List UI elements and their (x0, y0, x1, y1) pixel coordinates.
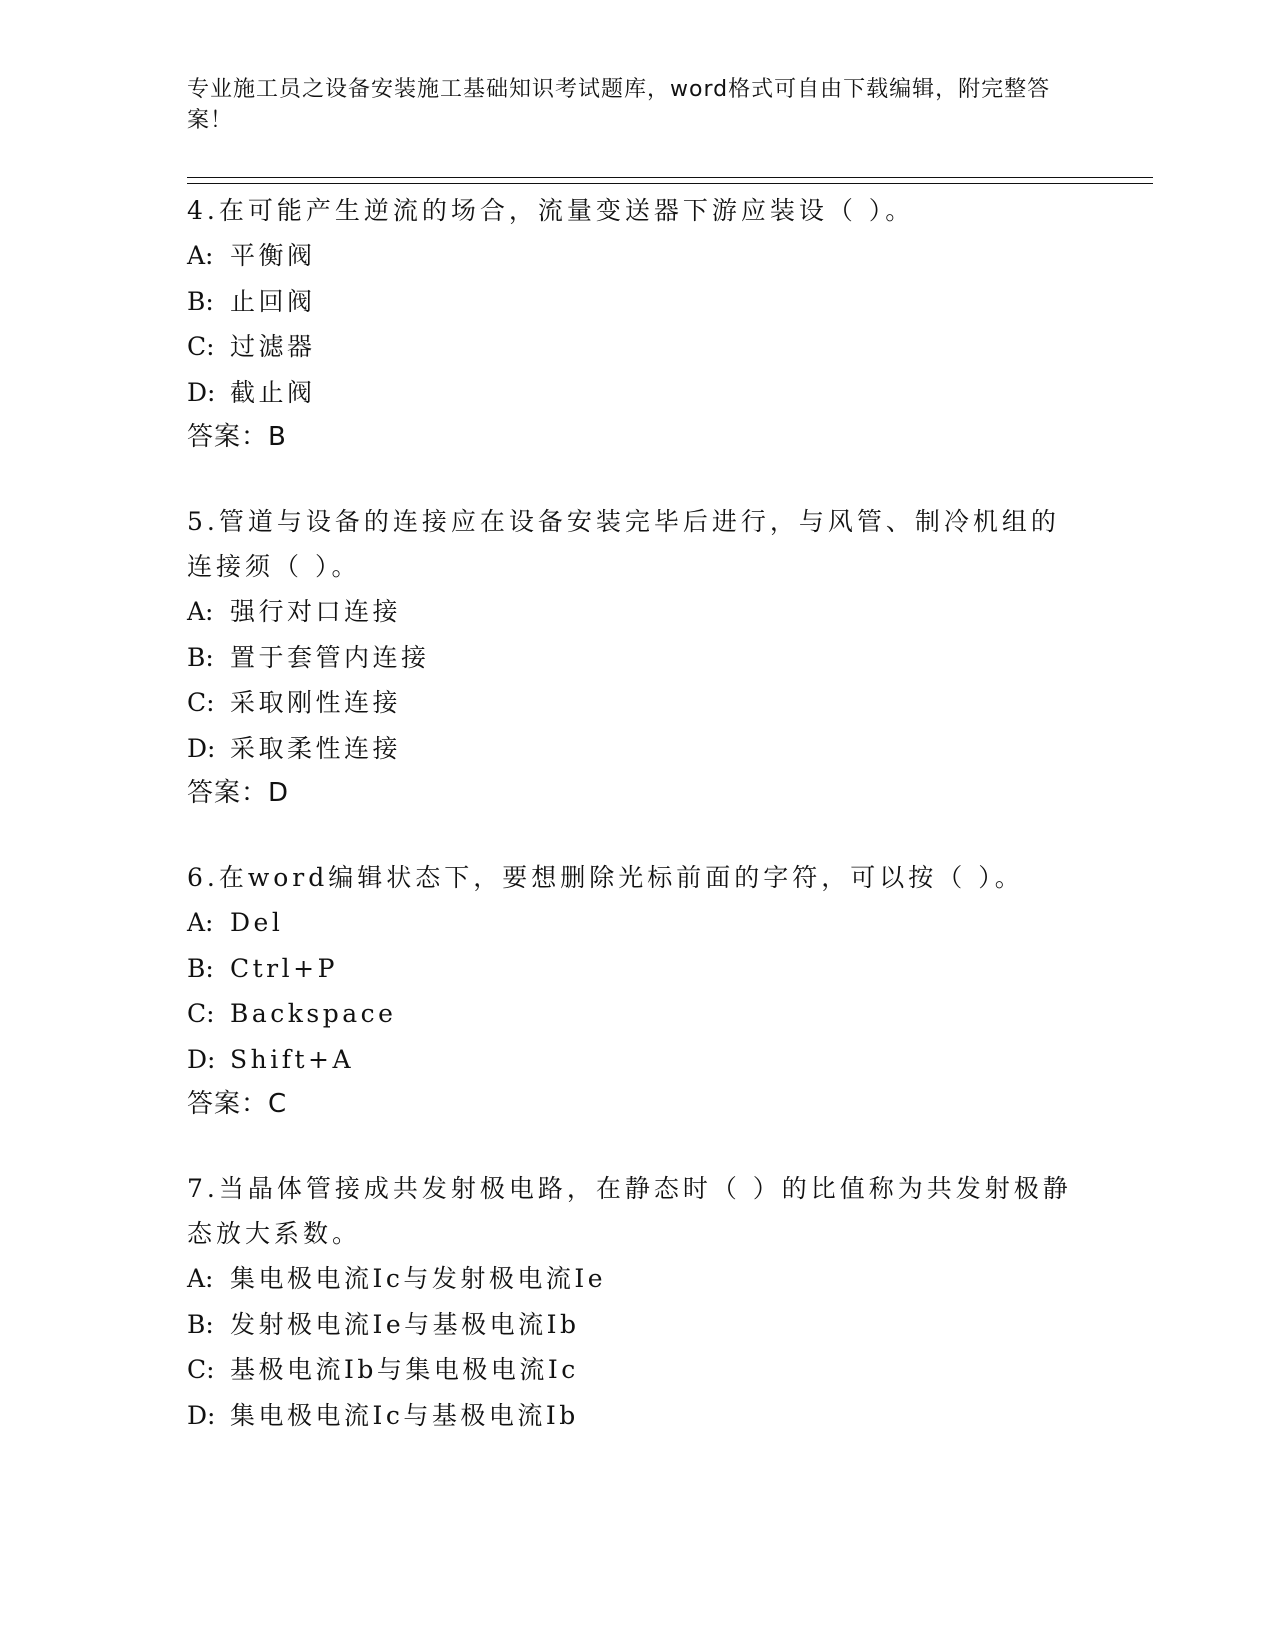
option-letter: D: (187, 733, 216, 763)
option-letter: A: (187, 241, 214, 270)
option-c (187, 1347, 1087, 1393)
answer-label: 答案：C (187, 1089, 288, 1119)
option-d (187, 370, 1087, 416)
option-text: 基极电流Ib与集电极电流Ic (230, 1355, 579, 1384)
option-text: Backspace (230, 999, 397, 1028)
option-letter: A: (187, 597, 214, 626)
option-text: 发射极电流Ie与基极电流Ib (230, 1309, 580, 1339)
option-letter: A: (187, 908, 214, 937)
option-letter: C: (187, 1355, 215, 1384)
question-5 (187, 499, 1087, 816)
option-a (187, 1256, 1087, 1302)
option-letter: B: (187, 1309, 214, 1339)
header-divider-bottom (187, 183, 1153, 184)
header-divider-top (187, 177, 1153, 178)
question-4 (187, 188, 1087, 460)
question-stem: 6.在word编辑状态下，要想删除光标前面的字符，可以按（ ）。 (187, 863, 1024, 892)
option-letter: C: (187, 332, 215, 361)
option-text: Del (230, 908, 284, 937)
option-c (187, 680, 1087, 726)
question-6 (187, 855, 1087, 1127)
option-letter: B: (187, 642, 214, 672)
option-letter: C: (187, 999, 215, 1028)
option-letter: D: (187, 377, 216, 407)
option-b (187, 1302, 1087, 1348)
option-d (187, 726, 1087, 772)
answer-label: 答案：D (187, 778, 290, 808)
option-text: 强行对口连接 (230, 597, 402, 626)
question-list (187, 188, 1087, 1477)
question-stem: 5.管道与设备的连接应在设备安装完毕后进行，与风管、制冷机组的连接须（ ）。 (187, 507, 1060, 581)
option-text: 采取刚性连接 (230, 688, 402, 717)
option-letter: C: (187, 688, 215, 717)
question-7 (187, 1166, 1087, 1438)
option-text: 采取柔性连接 (230, 733, 402, 763)
option-a (187, 900, 1087, 946)
option-letter: D: (187, 1400, 216, 1430)
question-stem: 4.在可能产生逆流的场合，流量变送器下游应装设（ ）。 (187, 196, 915, 225)
option-text: 止回阀 (230, 286, 316, 316)
option-d (187, 1393, 1087, 1439)
option-b (187, 635, 1087, 681)
option-text: 平衡阀 (230, 241, 316, 270)
option-a (187, 233, 1087, 279)
option-text: 集电极电流Ic与基极电流Ib (230, 1400, 579, 1430)
option-letter: A: (187, 1264, 214, 1293)
option-text: 过滤器 (230, 332, 316, 361)
option-text: 置于套管内连接 (230, 642, 430, 672)
option-text: 集电极电流Ic与发射极电流Ie (230, 1264, 607, 1293)
option-letter: B: (187, 953, 214, 983)
option-b (187, 946, 1087, 992)
option-a (187, 589, 1087, 635)
option-d (187, 1037, 1087, 1083)
option-c (187, 991, 1087, 1037)
question-stem: 7.当晶体管接成共发射极电路，在静态时（ ）的比值称为共发射极静态放大系数。 (187, 1174, 1072, 1248)
option-text: 截止阀 (230, 377, 316, 407)
option-letter: D: (187, 1044, 216, 1074)
option-letter: B: (187, 286, 214, 316)
option-text: Ctrl+P (230, 953, 338, 983)
option-b (187, 279, 1087, 325)
document-header: 专业施工员之设备安装施工基础知识考试题库，word格式可自由下载编辑，附完整答案！ (187, 77, 1051, 133)
option-text: Shift+A (230, 1044, 355, 1074)
answer-label: 答案：B (187, 422, 287, 452)
option-c (187, 324, 1087, 370)
